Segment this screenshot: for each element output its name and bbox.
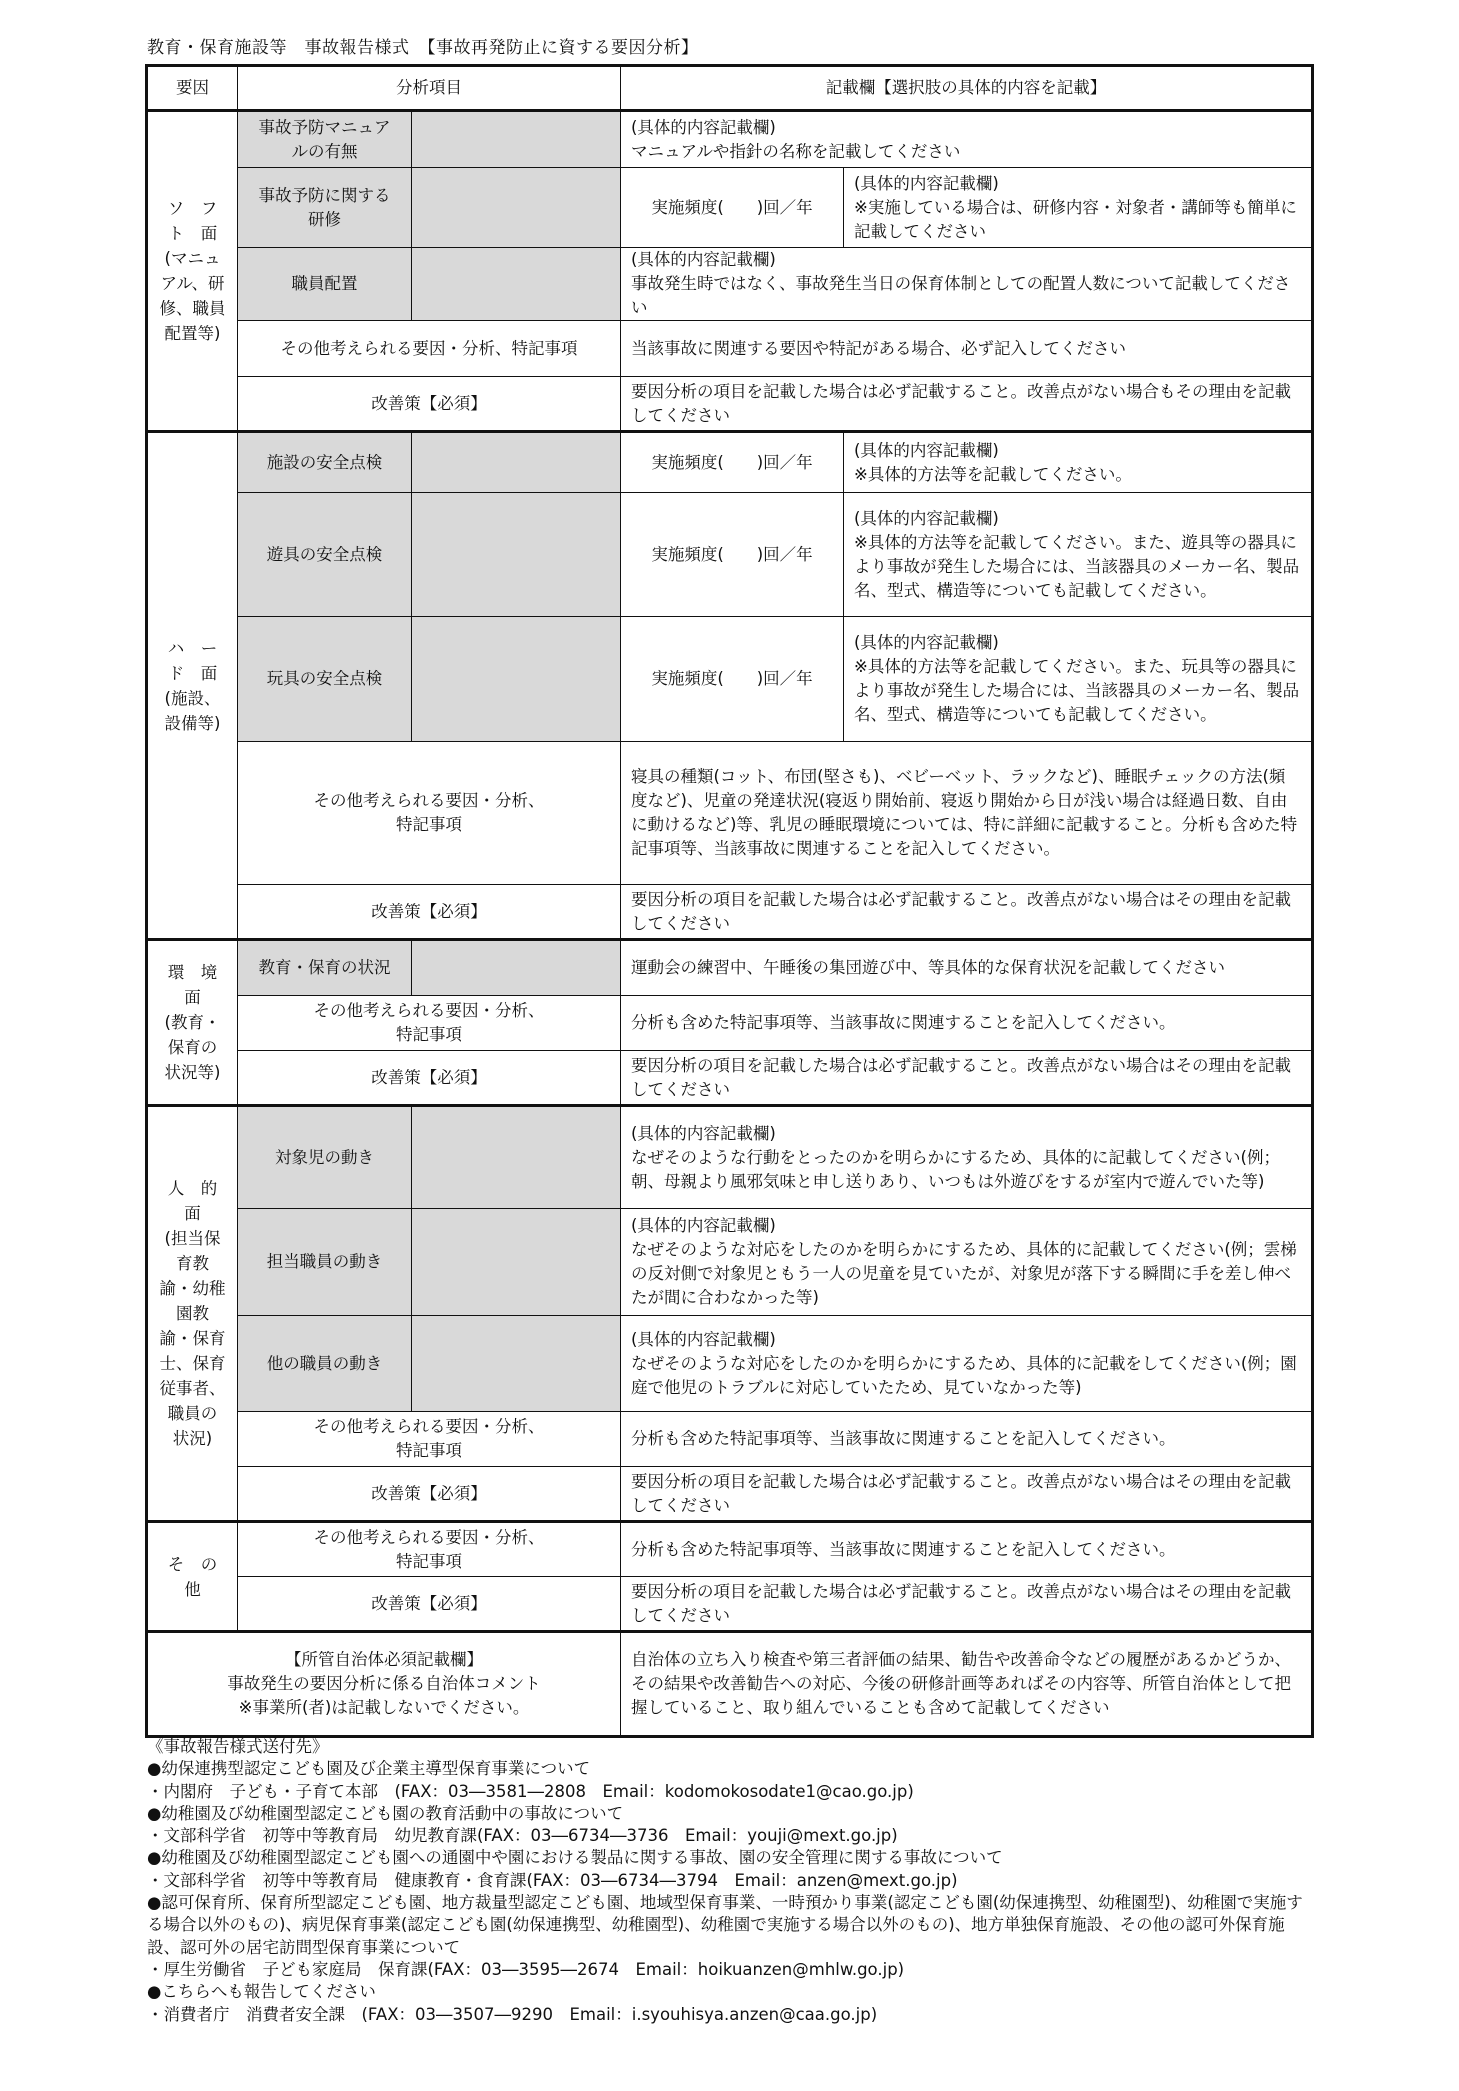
item-label: その他考えられる要因・分析、 特記事項	[238, 1412, 621, 1467]
description-field[interactable]: (具体的内容記載欄) ※実施している場合は、研修内容・対象者・講師等も簡単に記載してください	[844, 168, 1313, 248]
form-title: 教育・保育施設等 事故報告様式 【事故再発防止に資する要因分析】	[147, 38, 699, 58]
table-row	[147, 493, 1313, 617]
municipal-row	[147, 1632, 1313, 1737]
factor-label: ソ フ ト 面 (マニュ アル、研 修、職員 配置等)	[147, 111, 238, 432]
table-row	[147, 996, 1313, 1051]
selection-cell[interactable]	[412, 168, 621, 248]
footer-line: ・文部科学省 初等中等教育局 健康教育・食育課(FAX：03―6734―3794 Email：anzen@mext.go.jp)	[147, 1870, 958, 1890]
selection-cell[interactable]	[412, 617, 621, 742]
description-field[interactable]: (具体的内容記載欄) なぜそのような対応をしたのかを明らかにするため、具体的に記載してください(例；雲梯の反対側で対象児ともう一人の児童を見ていたが、対象児が落下する瞬間に手を差し伸べたが間に合わなかった等)	[621, 1209, 1313, 1316]
item-label: 施設の安全点検	[238, 432, 412, 493]
footer-line: ●認可保育所、保育所型認定こども園、地方裁量型認定こども園、地域型保育事業、一時預かり事業(認定こども園(幼保連携型、幼稚園型)、幼稚園で実施する場合以外のもの)、病児保育事業(認定こども園(幼保連携型、幼稚園型)、幼稚園で実施する場合以外のもの)、地方単独保育施設、その他の認可外保育施設、認可外の居宅訪問型保育事業について	[147, 1893, 1303, 1957]
item-label: 改善策【必須】	[238, 1051, 621, 1106]
table-row	[147, 111, 1313, 168]
factor-label: 環 境 面 (教育・ 保育の 状況等)	[147, 940, 238, 1106]
table-row	[147, 377, 1313, 432]
header-factor: 要因	[147, 66, 238, 111]
description-field[interactable]: (具体的内容記載欄) なぜそのような行動をとったのかを明らかにするため、具体的に記載してください(例；朝、母親より風邪気味と申し送りあり、いつもは外遊びをするが室内で遊んでいた等)	[621, 1106, 1313, 1209]
table-row	[147, 168, 1313, 248]
item-label: 改善策【必須】	[238, 885, 621, 940]
factor-label: ハ ー ド 面 (施設、 設備等)	[147, 432, 238, 940]
description-field[interactable]: (具体的内容記載欄) ※具体的方法等を記載してください。また、玩具等の器具により事故が発生した場合には、当該器具のメーカー名、製品名、型式、構造等についても記載してください。	[844, 617, 1313, 742]
footer-line: 《事故報告様式送付先》	[147, 1737, 329, 1756]
description-field[interactable]: 分析も含めた特記事項等、当該事故に関連することを記入してください。	[621, 996, 1313, 1051]
description-field[interactable]: 要因分析の項目を記載した場合は必ず記載すること。改善点がない場合はその理由を記載してください	[621, 1467, 1313, 1522]
table-row	[147, 940, 1313, 996]
table-row	[147, 617, 1313, 742]
cause-analysis-table	[145, 64, 1314, 1738]
selection-cell[interactable]	[412, 432, 621, 493]
item-label: その他考えられる要因・分析、 特記事項	[238, 742, 621, 885]
item-label: 玩具の安全点検	[238, 617, 412, 742]
item-label: 事故予防に関する 研修	[238, 168, 412, 248]
description-field[interactable]: 当該事故に関連する要因や特記がある場合、必ず記入してください	[621, 321, 1313, 377]
header-item: 分析項目	[238, 66, 621, 111]
description-field[interactable]: (具体的内容記載欄) ※具体的方法等を記載してください。	[844, 432, 1313, 493]
item-label: 遊具の安全点検	[238, 493, 412, 617]
description-field[interactable]: 要因分析の項目を記載した場合は必ず記載すること。改善点がない場合もその理由を記載してください	[621, 377, 1313, 432]
footer-line: ・内閣府 子ども・子育て本部 (FAX：03―3581―2808 Email：kodomokosodate1@cao.go.jp)	[147, 1781, 914, 1801]
table-row	[147, 1051, 1313, 1106]
table-row	[147, 321, 1313, 377]
item-label: 改善策【必須】	[238, 1467, 621, 1522]
selection-cell[interactable]	[412, 1106, 621, 1209]
footer-line: ・文部科学省 初等中等教育局 幼児教育課(FAX：03―6734―3736 Email：youji@mext.go.jp)	[147, 1826, 898, 1846]
selection-cell[interactable]	[412, 1316, 621, 1412]
description-field[interactable]: (具体的内容記載欄) ※具体的方法等を記載してください。また、遊具等の器具により事故が発生した場合には、当該器具のメーカー名、製品名、型式、構造等についても記載してください。	[844, 493, 1313, 617]
header-row	[147, 66, 1313, 111]
frequency-field[interactable]: 実施頻度( )回／年	[621, 168, 844, 248]
factor-label: 人 的 面 (担当保 育教 諭・幼稚 園教 諭・保育 士、保育 従事者、 職員の 状況)	[147, 1106, 238, 1522]
frequency-field[interactable]: 実施頻度( )回／年	[621, 432, 844, 493]
description-field[interactable]: 要因分析の項目を記載した場合は必ず記載すること。改善点がない場合はその理由を記載してください	[621, 885, 1313, 940]
municipal-label: 【所管自治体必須記載欄】 事故発生の要因分析に係る自治体コメント ※事業所(者)は記載しないでください。	[147, 1632, 621, 1737]
submission-destinations	[147, 1736, 1317, 2026]
footer-line: ・厚生労働省 子ども家庭局 保育課(FAX：03―3595―2674 Email：hoikuanzen@mhlw.go.jp)	[147, 1959, 905, 1979]
table-row	[147, 1106, 1313, 1209]
item-label: その他考えられる要因・分析、 特記事項	[238, 1522, 621, 1577]
header-entry: 記載欄【選択肢の具体的内容を記載】	[621, 66, 1313, 111]
selection-cell[interactable]	[412, 111, 621, 168]
description-field[interactable]: (具体的内容記載欄) 事故発生時ではなく、事故発生当日の保育体制としての配置人数について記載してください	[621, 248, 1313, 321]
table-row	[147, 1412, 1313, 1467]
item-label: その他考えられる要因・分析、 特記事項	[238, 996, 621, 1051]
footer-line: ●幼稚園及び幼稚園型認定こども園への通園中や園における製品に関する事故、園の安全管理に関する事故について	[147, 1848, 1003, 1868]
selection-cell[interactable]	[412, 940, 621, 996]
description-field[interactable]: 要因分析の項目を記載した場合は必ず記載すること。改善点がない場合はその理由を記載してください	[621, 1577, 1313, 1632]
selection-cell[interactable]	[412, 1209, 621, 1316]
table-row	[147, 885, 1313, 940]
description-field[interactable]: 分析も含めた特記事項等、当該事故に関連することを記入してください。	[621, 1522, 1313, 1577]
table-row	[147, 248, 1313, 321]
item-label: 他の職員の動き	[238, 1316, 412, 1412]
item-label: 改善策【必須】	[238, 377, 621, 432]
table-row	[147, 1577, 1313, 1632]
frequency-field[interactable]: 実施頻度( )回／年	[621, 493, 844, 617]
table-row	[147, 1209, 1313, 1316]
table-row	[147, 742, 1313, 885]
footer-line: ●幼稚園及び幼稚園型認定こども園の教育活動中の事故について	[147, 1803, 624, 1823]
selection-cell[interactable]	[412, 493, 621, 617]
description-field[interactable]: 要因分析の項目を記載した場合は必ず記載すること。改善点がない場合はその理由を記載してください	[621, 1051, 1313, 1106]
description-field[interactable]: 分析も含めた特記事項等、当該事故に関連することを記入してください。	[621, 1412, 1313, 1467]
municipal-comment-field[interactable]: 自治体の立ち入り検査や第三者評価の結果、勧告や改善命令などの履歴があるかどうか、その結果や改善勧告への対応、今後の研修計画等あればその内容等、所管自治体として把握していること、取り組んでいることも含めて記載してください	[621, 1632, 1313, 1737]
description-field[interactable]: 運動会の練習中、午睡後の集団遊び中、等具体的な保育状況を記載してください	[621, 940, 1313, 996]
frequency-field[interactable]: 実施頻度( )回／年	[621, 617, 844, 742]
item-label: 改善策【必須】	[238, 1577, 621, 1632]
table-row	[147, 1316, 1313, 1412]
footer-line: ●幼保連携型認定こども園及び企業主導型保育事業について	[147, 1759, 591, 1779]
footer-line: ●こちらへも報告してください	[147, 1982, 376, 2002]
item-label: 事故予防マニュア ルの有無	[238, 111, 412, 168]
factor-label: そ の 他	[147, 1522, 238, 1632]
selection-cell[interactable]	[412, 248, 621, 321]
item-label: 対象児の動き	[238, 1106, 412, 1209]
item-label: 職員配置	[238, 248, 412, 321]
description-field[interactable]: (具体的内容記載欄) なぜそのような対応をしたのかを明らかにするため、具体的に記載をしてください(例；園庭で他児のトラブルに対応していたため、見ていなかった等)	[621, 1316, 1313, 1412]
item-label: 教育・保育の状況	[238, 940, 412, 996]
table-row	[147, 1467, 1313, 1522]
description-field[interactable]: (具体的内容記載欄) マニュアルや指針の名称を記載してください	[621, 111, 1313, 168]
table-row	[147, 1522, 1313, 1577]
table-row	[147, 432, 1313, 493]
item-label: その他考えられる要因・分析、特記事項	[238, 321, 621, 377]
footer-line: ・消費者庁 消費者安全課 (FAX：03―3507―9290 Email：i.syouhisya.anzen@caa.go.jp)	[147, 2004, 878, 2024]
item-label: 担当職員の動き	[238, 1209, 412, 1316]
description-field[interactable]: 寝具の種類(コット、布団(堅さも)、ベビーベット、ラックなど)、睡眠チェックの方法(頻度など)、児童の発達状況(寝返り開始前、寝返り開始から日が浅い場合は経過日数、自由に動けるなど)等、乳児の睡眠環境については、特に詳細に記載すること。分析も含めた特記事項等、当該事故に関連することを記入してください。	[621, 742, 1313, 885]
